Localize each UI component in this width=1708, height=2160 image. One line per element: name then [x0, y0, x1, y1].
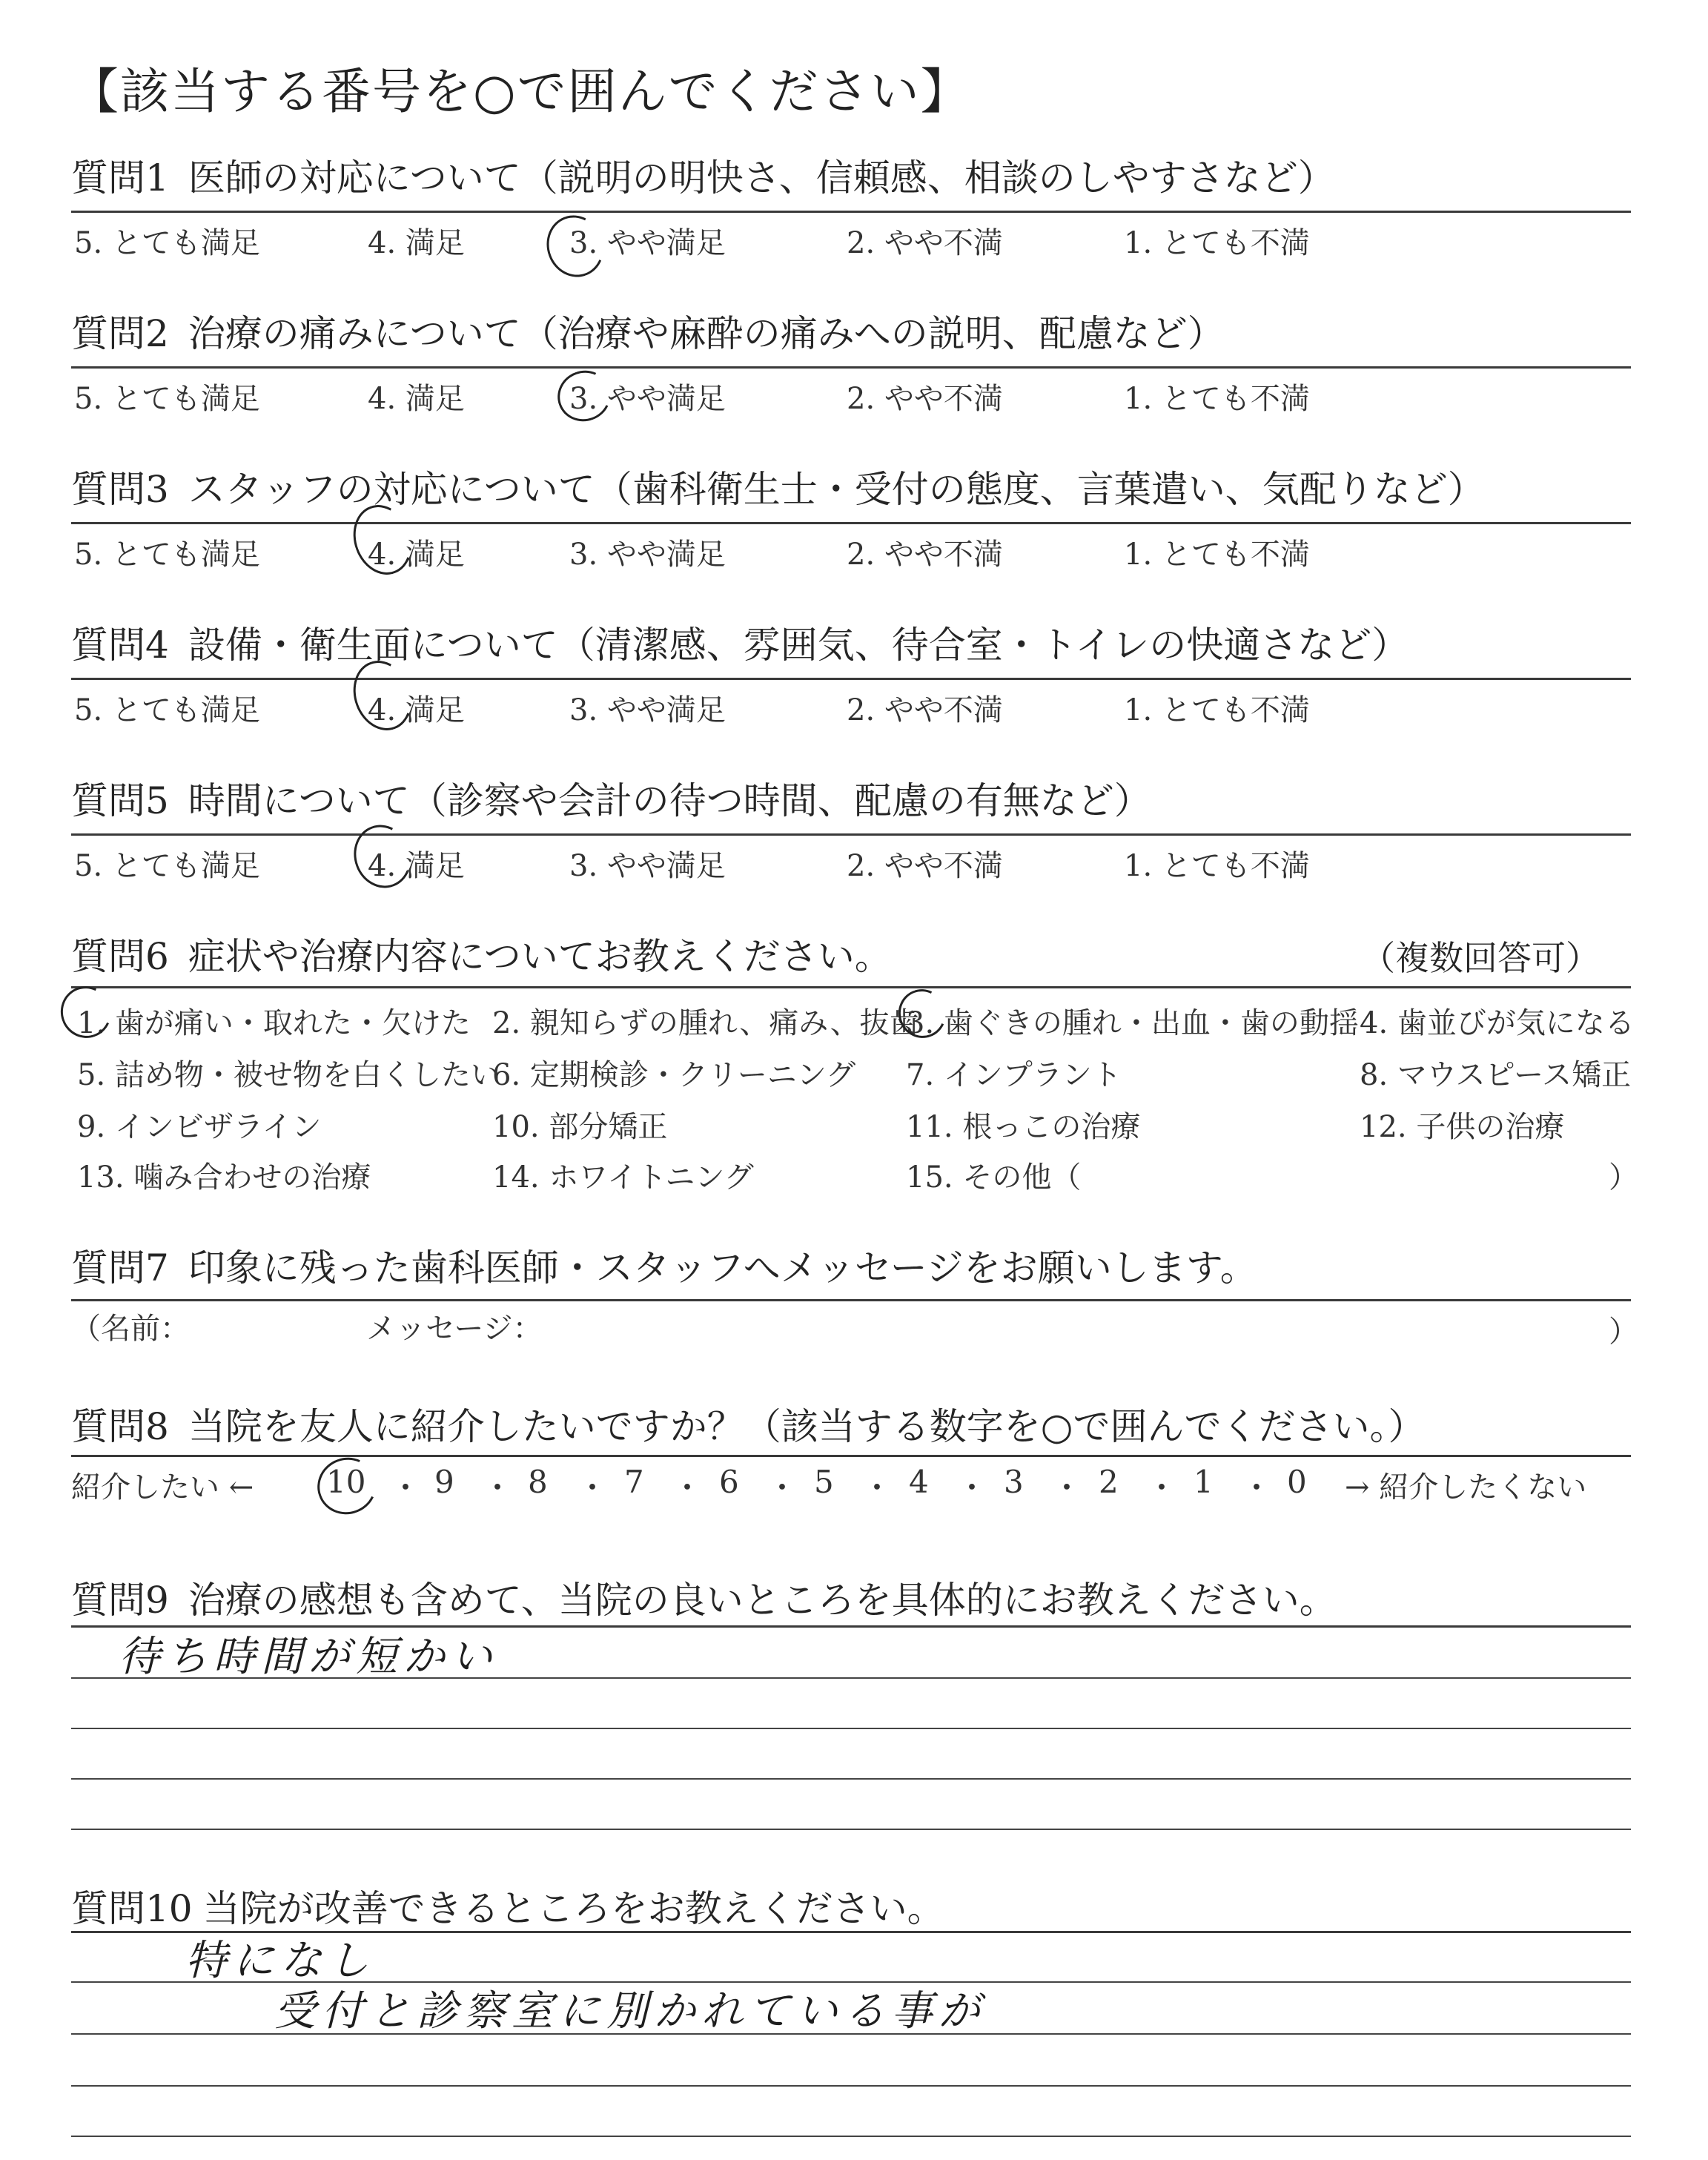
writing-line: [71, 1778, 1631, 1780]
scale-dot: ・: [1146, 1470, 1178, 1506]
symptom-item-5[interactable]: 5. 詰め物・被せ物を白くしたい: [77, 1058, 500, 1092]
symptom-item-13[interactable]: 13. 噛み合わせの治療: [77, 1160, 371, 1195]
question-9-number: 質問9: [71, 1579, 169, 1622]
question-1-rule: [71, 211, 1631, 213]
question-3-text: スタッフの対応について（歯科衛生士・受付の態度、言葉遣い、気配りなど）: [188, 468, 1485, 511]
question-2: [71, 304, 1225, 357]
option-5[interactable]: 5. とても満足: [74, 693, 260, 727]
question-1: [71, 148, 1335, 202]
option-3[interactable]: 3. やや満足: [569, 226, 726, 260]
question-5-rule: [71, 833, 1631, 836]
question-7-number: 質問7: [71, 1246, 169, 1289]
question-9-answer[interactable]: 待ち時間が短かい: [119, 1633, 498, 1681]
symptom-item-2[interactable]: 2. 親知らずの腫れ、痛み、抜歯: [492, 1006, 919, 1040]
question-9: [71, 1571, 1337, 1624]
option-2[interactable]: 2. やや不満: [847, 849, 1003, 883]
question-4: [71, 615, 1409, 669]
symptom-item-11[interactable]: 11. 根っこの治療: [906, 1110, 1141, 1144]
scale-1[interactable]: 1: [1194, 1464, 1214, 1500]
option-4[interactable]: 4. 満足: [368, 693, 465, 727]
scale-6[interactable]: 6: [719, 1464, 739, 1500]
recommend-right-label: → 紹介したくない: [1345, 1470, 1587, 1505]
scale-0[interactable]: 0: [1287, 1464, 1307, 1500]
question-6: [71, 927, 892, 980]
question-2-rule: [71, 366, 1631, 369]
option-5[interactable]: 5. とても満足: [74, 849, 260, 883]
question-10-answer-line-2[interactable]: 受付と診察室に別かれている事が: [274, 1987, 986, 2035]
question-1-number: 質問1: [71, 156, 169, 199]
question-7: [71, 1238, 1257, 1292]
scale-dot: ・: [861, 1470, 893, 1506]
option-1[interactable]: 1. とても不満: [1124, 538, 1310, 572]
option-4[interactable]: 4. 満足: [368, 538, 465, 572]
scale-5[interactable]: 5: [814, 1464, 834, 1500]
option-3[interactable]: 3. やや満足: [569, 538, 726, 572]
question-4-number: 質問4: [71, 624, 169, 667]
survey-header: 【該当する番号を○で囲んでください】: [70, 63, 971, 120]
scale-4[interactable]: 4: [909, 1464, 929, 1500]
writing-line: [71, 1829, 1631, 1830]
option-3[interactable]: 3. やや満足: [569, 693, 726, 727]
other-close-paren: ）: [1609, 1160, 1638, 1195]
question-6-text: 症状や治療内容についてお教えください。: [188, 935, 892, 978]
option-2[interactable]: 2. やや不満: [847, 382, 1003, 416]
symptom-item-15[interactable]: 15. その他（: [906, 1160, 1082, 1195]
question-6-number: 質問6: [71, 935, 169, 978]
option-2[interactable]: 2. やや不満: [847, 226, 1003, 260]
option-1[interactable]: 1. とても不満: [1124, 226, 1310, 260]
question-5: [71, 771, 1151, 825]
scale-10[interactable]: 10: [326, 1464, 366, 1500]
scale-3[interactable]: 3: [1004, 1464, 1024, 1500]
symptom-item-10[interactable]: 10. 部分矯正: [492, 1110, 668, 1144]
question-3-rule: [71, 522, 1631, 524]
question-8: [71, 1397, 1425, 1450]
symptom-item-1[interactable]: 1. 歯が痛い・取れた・欠けた: [77, 1006, 471, 1040]
scale-dot: ・: [1051, 1470, 1083, 1506]
scale-dot: ・: [767, 1470, 798, 1506]
question-5-text: 時間について（診察や会計の待つ時間、配慮の有無など）: [188, 779, 1151, 822]
scale-dot: ・: [1241, 1470, 1273, 1506]
question-5-number: 質問5: [71, 779, 169, 822]
symptom-item-4[interactable]: 4. 歯並びが気になる: [1360, 1006, 1635, 1040]
question-10-answer-line-1[interactable]: 特になし: [185, 1937, 375, 1985]
question-4-text: 設備・衛生面について（清潔感、雰囲気、待合室・トイレの快適さなど）: [188, 624, 1409, 667]
writing-line: [71, 1728, 1631, 1729]
scale-dot: ・: [956, 1470, 988, 1506]
option-4[interactable]: 4. 満足: [368, 382, 465, 416]
option-3[interactable]: 3. やや満足: [569, 382, 726, 416]
scale-9[interactable]: 9: [434, 1464, 454, 1500]
question-3: [71, 460, 1485, 513]
symptom-item-7[interactable]: 7. インプラント: [906, 1058, 1122, 1092]
symptom-item-12[interactable]: 12. 子供の治療: [1360, 1110, 1565, 1144]
symptom-item-9[interactable]: 9. インビザライン: [77, 1110, 322, 1144]
option-5[interactable]: 5. とても満足: [74, 382, 260, 416]
selection-circle: [551, 363, 618, 429]
question-10: [71, 1879, 944, 1932]
message-label: メッセージ：: [366, 1312, 543, 1346]
question-6-note: （複数回答可）: [1361, 938, 1600, 978]
writing-line: [71, 1677, 1631, 1679]
question-8-number: 質問8: [71, 1405, 169, 1448]
option-3[interactable]: 3. やや満足: [569, 849, 726, 883]
scale-2[interactable]: 2: [1099, 1464, 1119, 1500]
symptom-item-8[interactable]: 8. マウスピース矯正: [1360, 1058, 1632, 1092]
selection-circle: [309, 1450, 384, 1523]
option-1[interactable]: 1. とても不満: [1124, 693, 1310, 727]
question-10-number: 質問10: [71, 1887, 193, 1930]
question-7-text: 印象に残った歯科医師・スタッフへメッセージをお願いします。: [188, 1246, 1257, 1289]
message-close-paren: ）: [1609, 1315, 1638, 1349]
option-1[interactable]: 1. とても不満: [1124, 382, 1310, 416]
question-4-rule: [71, 678, 1631, 680]
question-9-text: 治療の感想も含めて、当院の良いところを具体的にお教えください。: [188, 1579, 1337, 1622]
scale-8[interactable]: 8: [528, 1464, 548, 1500]
option-2[interactable]: 2. やや不満: [847, 538, 1003, 572]
scale-dot: ・: [577, 1470, 609, 1506]
question-10-text: 当院が改善できるところをお教えください。: [202, 1887, 944, 1930]
question-1-text: 医師の対応について（説明の明快さ、信頼感、相談のしやすさなど）: [188, 156, 1335, 199]
symptom-item-3[interactable]: 3. 歯ぐきの腫れ・出血・歯の動揺: [906, 1006, 1359, 1040]
option-5[interactable]: 5. とても満足: [74, 226, 260, 260]
option-5[interactable]: 5. とても満足: [74, 538, 260, 572]
option-4[interactable]: 4. 満足: [368, 226, 465, 260]
option-1[interactable]: 1. とても不満: [1124, 849, 1310, 883]
option-4[interactable]: 4. 満足: [368, 849, 465, 883]
scale-dot: ・: [482, 1470, 514, 1506]
name-label: （名前：: [71, 1312, 190, 1346]
writing-line: [71, 2136, 1631, 2137]
scale-7[interactable]: 7: [624, 1464, 644, 1500]
question-6-rule: [71, 986, 1631, 988]
writing-line: [71, 2033, 1631, 2035]
scale-dot: ・: [672, 1470, 704, 1506]
question-2-number: 質問2: [71, 312, 169, 355]
question-8-text: 当院を友人に紹介したいですか？（該当する数字を○で囲んでください。）: [188, 1405, 1426, 1448]
symptom-item-14[interactable]: 14. ホワイトニング: [492, 1160, 754, 1195]
question-8-rule: [71, 1455, 1631, 1457]
writing-line: [71, 2085, 1631, 2087]
symptom-item-6[interactable]: 6. 定期検診・クリーニング: [492, 1058, 856, 1092]
question-7-rule: [71, 1299, 1631, 1301]
question-3-number: 質問3: [71, 468, 169, 511]
question-2-text: 治療の痛みについて（治療や麻酔の痛みへの説明、配慮など）: [188, 312, 1225, 355]
option-2[interactable]: 2. やや不満: [847, 693, 1003, 727]
recommend-left-label: 紹介したい ←: [71, 1470, 254, 1505]
scale-dot: ・: [390, 1470, 422, 1506]
